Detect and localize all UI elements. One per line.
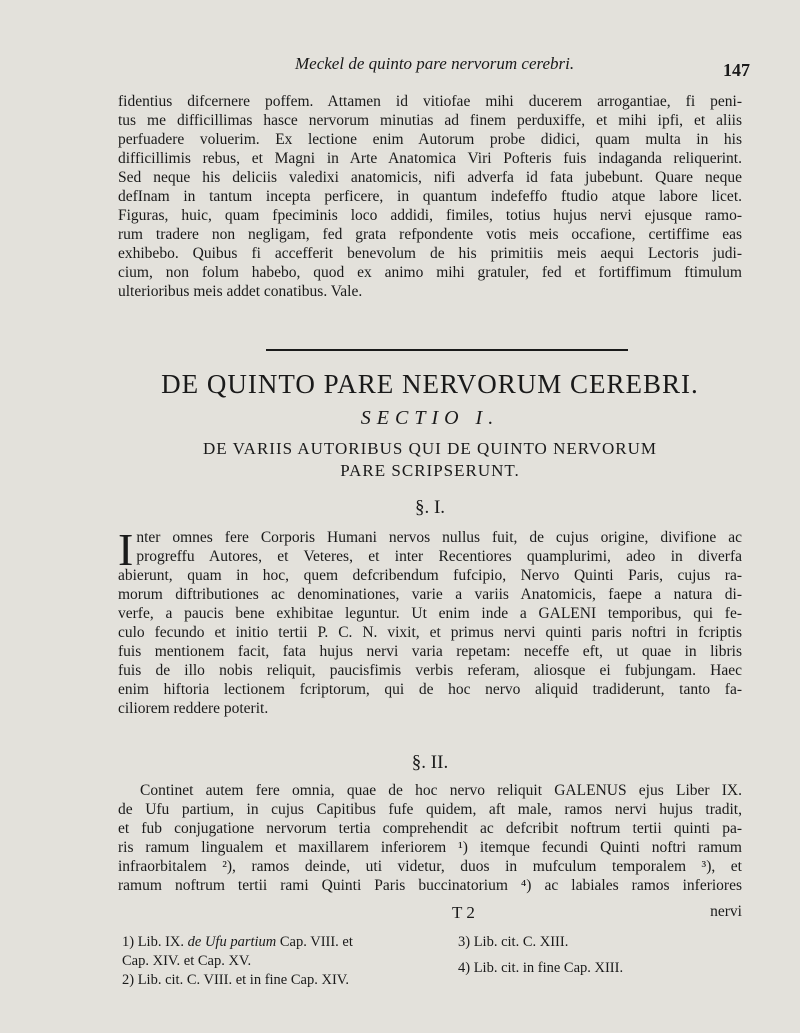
text-line: de Ufu partium, in cujus Capitibus fufe quidem, aft male, ramos nervi hujus tradit, [118, 801, 742, 818]
text-line: infraorbitalem ²), ramos deinde, uti videtur, duos in mufculum temporalem ³), et [118, 858, 742, 875]
footnote-text: Cap. VIII. et [276, 934, 353, 950]
section-heading: SECTIO I. [360, 407, 500, 429]
catchword: nervi [710, 903, 742, 920]
footnote-italic-title: de Ufu partium [187, 934, 277, 950]
text-line: cium, non folum habebo, quod ex animo mihi gratuler, fed et fortiffimum ftimulum [118, 264, 742, 281]
paragraph-1 [118, 524, 742, 718]
catchword-row [118, 903, 742, 923]
text-line: perfuadere voluerim. Ex lectione enim Autorum probe didici, quam multa in his [118, 131, 742, 148]
text-line: fuis de illo nobis reliquit, paucisfimis verbis referam, aliosque ei fubjungam. Haec [118, 662, 742, 679]
text-line: progreffu Autores, et Veteres, et inter Recentiores quamplurimi, adeo in diverfa [136, 548, 742, 565]
chapter-title: DE QUINTO PARE NERVORUM CEREBRI. [161, 369, 699, 399]
paragraph-2 [118, 781, 742, 895]
text-line: Sed neque his deliciis valedixi anatomicis, nifi adverfa id fata jubebunt. Quare neque [118, 169, 742, 186]
footnote-4: 4) Lib. cit. in fine Cap. XIII. [458, 960, 624, 976]
text-line: Continet autem fere omnia, quae de hoc nervo reliquit GALENUS ejus Liber IX. [140, 782, 742, 799]
text-line: fuis mentionem facit, fata hujus nervi varia repetam: neceffe eft, ut quae in libris [118, 643, 742, 660]
text-line: nter omnes fere Corporis Humani nervos nullus fuit, de cujus origine, divifione ac [136, 529, 742, 546]
footnote-2: 2) Lib. cit. C. VIII. et in fine Cap. XIV. [122, 972, 349, 988]
signature-mark: T 2 [452, 903, 475, 922]
running-title: Meckel de quinto pare nervorum cerebri. [295, 54, 575, 73]
page-number: 147 [723, 60, 750, 80]
paragraph-mark-2: §. II. [411, 752, 449, 773]
paragraph-mark-1: §. I. [414, 497, 446, 518]
text-line: ris ramum lingualem et maxillarem inferiorem ¹) itemque fecundi Quinti noftri ramum [118, 839, 742, 856]
text-line: verfe, a paucis bene exhibitae leguntur. Ut enim inde a GALENI temporibus, qui fe- [118, 605, 742, 622]
footnote-text: 1) Lib. IX. [122, 934, 188, 950]
subtitle-line: DE VARIIS AUTORIBUS QUI DE QUINTO NERVORUM [202, 439, 658, 458]
text-line: defInam in tantum incepta perficere, in quantum indefeffo ftudio atque labore licet. [118, 188, 742, 205]
section-subtitle [118, 438, 742, 482]
text-line: culo fecundo et initio tertii P. C. N. vixit, et primus nervi quinti paris noftri in fcriptis [118, 624, 742, 641]
section-divider-rule [266, 349, 628, 351]
text-line: fidentius difcernere poffem. Attamen id vitiofae mihi ducerem arrogantiae, fi peni- [118, 93, 742, 110]
text-line: tus me difficillimas hasce nervorum minutias ad finem perduxiffe, et mihi ipfi, et aliis [118, 112, 742, 129]
text-line: rum tradere non negligam, fed grata refpondente votis meis occafione, certiffime eas [118, 226, 742, 243]
text-line: et fub conjugatione nervorum tertia comprehendit ac defcribit noftrum tertii quinti pa- [118, 820, 742, 837]
text-line: enim hiftoria lectionem fcriptorum, qui de hoc nervo aliquid tradiderunt, tanto fa- [118, 681, 742, 698]
running-head [120, 54, 750, 78]
text-line: ulterioribus meis addet conatibus. Vale. [118, 283, 363, 300]
subtitle-line: PARE SCRIPSERUNT. [340, 461, 520, 480]
footnote-3: 3) Lib. cit. C. XIII. [458, 934, 569, 950]
drop-cap: I [118, 524, 134, 575]
text-line: ramum noftrum tertii rami Quinti Paris buccinatorium ⁴) ac labiales ramos inferiores [118, 877, 742, 894]
footnote-text: Cap. XIV. et Cap. XV. [122, 953, 252, 969]
text-line: Figuras, huic, quam fpeciminis loco addidi, fimiles, totius hujus nervi ejusque ramo- [118, 207, 742, 224]
text-line: ciliorem reddere poterit. [118, 700, 269, 717]
intro-paragraph [118, 92, 742, 301]
footnote-1 [122, 933, 353, 971]
text-line: abierunt, quam in hoc, quem defcribendum fufcipio, Nervo Quinti Paris, cujus ra- [118, 567, 742, 584]
text-line: exhibebo. Quibus fi accefferit benevolum de his primitiis meis aequi Lectoris judi- [118, 245, 742, 262]
text-line: difficillimis rebus, et Magni in Arte Anatomica Viri Pofteris fuis indaganda reliquerint. [118, 150, 742, 167]
text-line: morum diftributiones ac denominationes, varie a variis Anatomicis, faepe a natura di- [118, 586, 742, 603]
